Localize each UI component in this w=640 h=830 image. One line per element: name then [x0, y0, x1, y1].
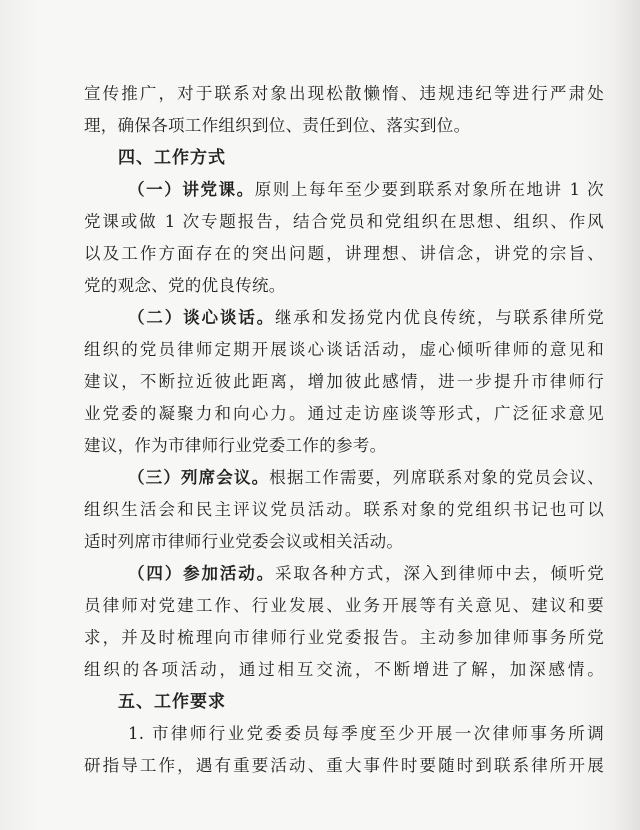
body-line: 建议，不断拉近彼此距离，增加彼此感情，进一步提升市律师行 [84, 372, 604, 391]
body-line: 适时列席市律师行业党委会议或相关活动。 [84, 532, 404, 551]
paragraph-text: 继承和发扬党内优良传统，与联系律所党 [274, 308, 605, 327]
body-line: 员律师对党建工作、行业发展、业务开展等有关意见、建议和要 [84, 596, 604, 615]
body-line: 以及工作方面存在的突出问题，讲理想、讲信念，讲党的宗旨、 [84, 244, 604, 263]
body-line: 研指导工作，遇有重要活动、重大事件时要随时到联系律所开展 [84, 756, 604, 775]
paragraph-first-line [84, 718, 604, 750]
paragraph-first-line [84, 302, 604, 334]
paragraph-text: 1. 市律师行业党委委员每季度至少开展一次律师事务所调 [128, 724, 604, 743]
paragraph-first-line [84, 462, 604, 494]
body-line: 宣传推广，对于联系对象出现松散懒惰、违规违纪等进行严肃处 [84, 84, 604, 103]
paragraph-lead: （三）列席会议。 [128, 468, 270, 487]
body-line: 组织的各项活动，通过相互交流，不断增进了解，加深感情。 [84, 660, 604, 679]
body-line: 建议，作为市律师行业党委工作的参考。 [84, 436, 387, 455]
section-heading: 五、工作要求 [118, 692, 226, 712]
body-line: 组织的党员律师定期开展谈心谈话活动，虚心倾听律师的意见和 [84, 340, 604, 359]
paragraph-lead: （一）讲党课。 [128, 180, 255, 199]
body-line: 求，并及时梳理向市律师行业党委报告。主动参加律师事务所党 [84, 628, 604, 647]
page-edge-shadow [614, 0, 640, 830]
paragraph-first-line [84, 174, 604, 206]
paragraph-lead: （二）谈心谈话。 [128, 308, 275, 327]
paragraph-text: 原则上每年至少要到联系对象所在地讲 1 次 [254, 180, 604, 199]
section-heading: 四、工作方式 [118, 148, 226, 168]
body-line: 党的观念、党的优良传统。 [84, 276, 286, 295]
body-line: 理，确保各项工作组织到位、责任到位、落实到位。 [84, 116, 471, 135]
paragraph-lead: （四）参加活动。 [128, 564, 275, 583]
document-body [84, 78, 604, 782]
body-line: 党课或做 1 次专题报告，结合党员和党组织在思想、组织、作风 [84, 212, 604, 231]
body-line: 业党委的凝聚力和向心力。通过走访座谈等形式，广泛征求意见 [84, 404, 604, 423]
paragraph-first-line [84, 558, 604, 590]
body-line: 组织生活会和民主评议党员活动。联系对象的党组织书记也可以 [84, 500, 604, 519]
paragraph-text: 采取各种方式，深入到律师中去，倾听党 [274, 564, 605, 583]
paragraph-text: 根据工作需要，列席联系对象的党员会议、 [269, 468, 604, 487]
